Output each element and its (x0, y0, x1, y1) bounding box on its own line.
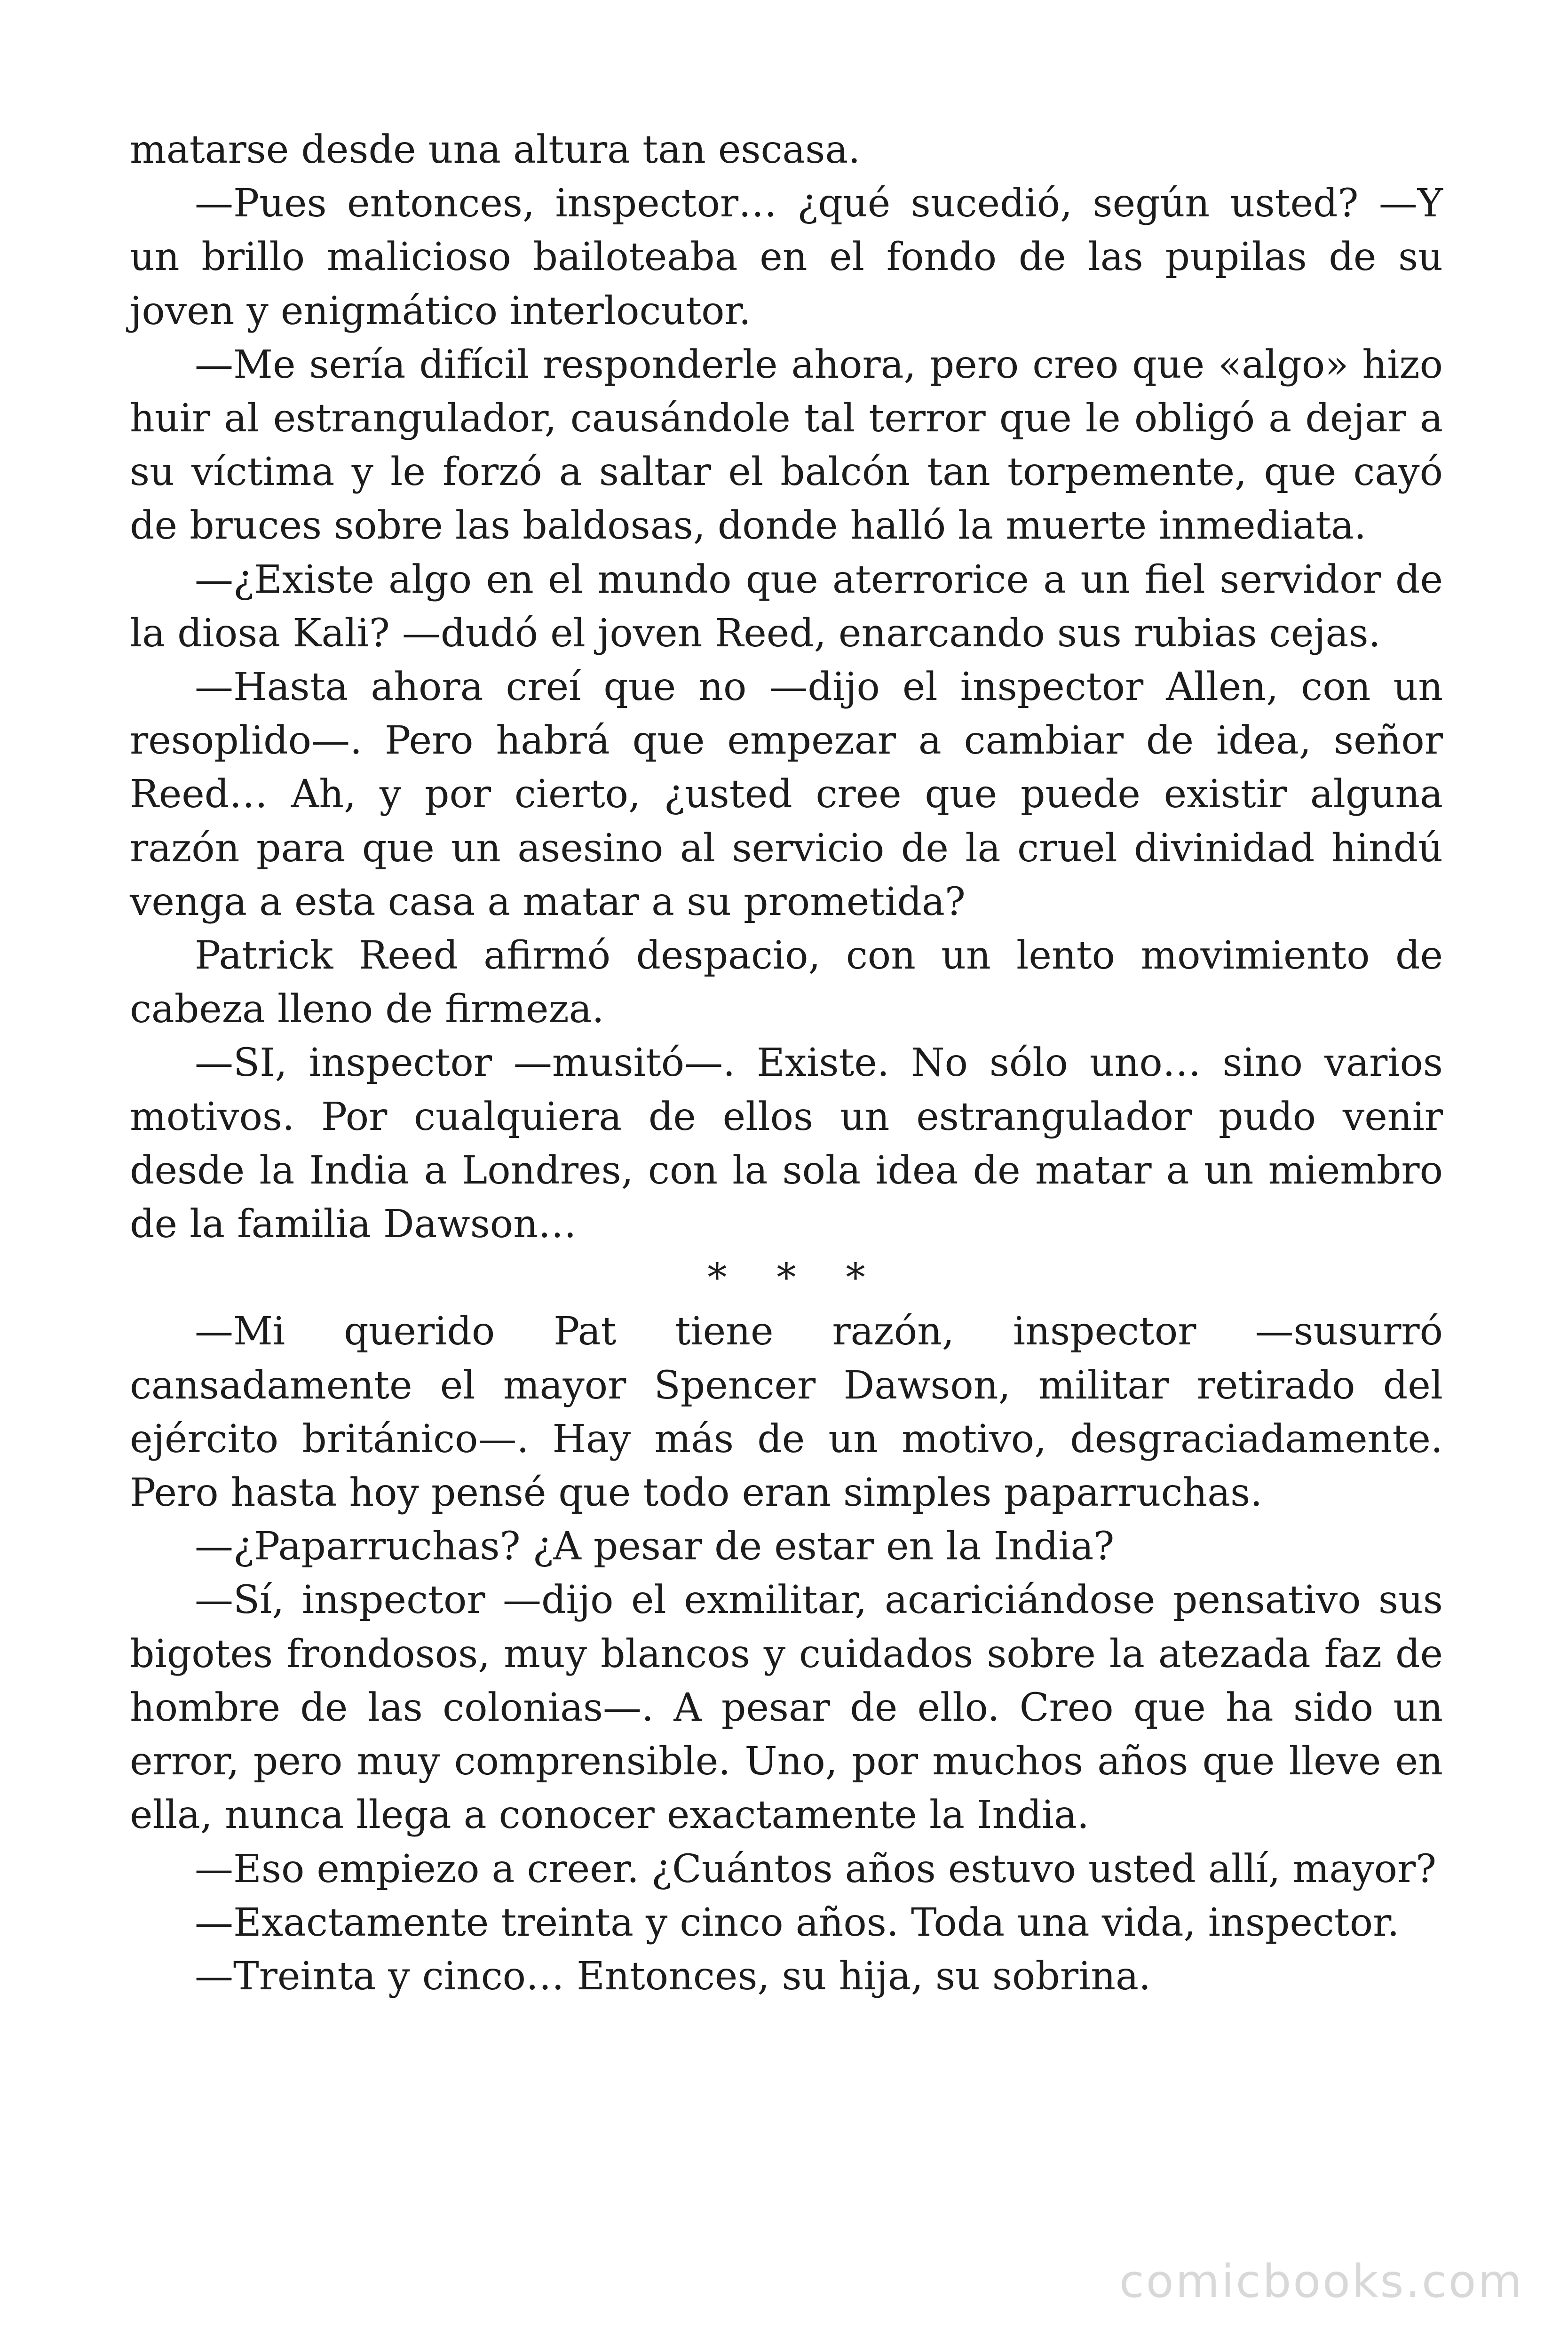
paragraph: —Pues entonces, inspector… ¿qué sucedió, según usted? —Y un brillo malicioso bailoteaba en el fondo de las pupilas de su joven y enigmático interlocutor. (130, 181, 1443, 334)
paragraph: —¿Existe algo en el mundo que aterrorice a un fiel servidor de la diosa Kali? —dudó el joven Reed, enarcando sus rubias cejas. (130, 557, 1443, 656)
paragraph: —Hasta ahora creí que no —dijo el inspector Allen, con un resoplido—. Pero habrá que empezar a cambiar de idea, señor Reed… Ah, y por cierto, ¿usted cree que puede existir alguna razón para que un asesino al servicio de la cruel divinidad hindú venga a esta casa a matar a su prometida? (130, 665, 1443, 924)
paragraph: —SI, inspector —musitó—. Existe. No sólo uno… sino varios motivos. Por cualquiera de ellos un estrangulador pudo venir desde la India a Londres, con la sola idea de matar a un miembro de la familia Dawson… (130, 1041, 1443, 1247)
paragraph: —Exactamente treinta y cinco años. Toda una vida, inspector. (195, 1900, 1400, 1945)
paragraph: —Treinta y cinco… Entonces, su hija, su sobrina. (195, 1954, 1151, 1999)
paragraph: —Mi querido Pat tiene razón, inspector —susurró cansadamente el mayor Spencer Dawson, militar retirado del ejército británico—. Hay más de un motivo, desgraciadamente. Pero hasta hoy pensé que todo eran simples paparruchas. (130, 1309, 1443, 1516)
paragraph: —Sí, inspector —dijo el exmilitar, acariciándose pensativo sus bigotes frondosos, muy blancos y cuidados sobre la atezada faz de hombre de las colonias—. A pesar de ello. Creo que ha sido un error, pero muy comprensible. Uno, por muchos años que lleve en ella, nunca llega a conocer exactamente la India. (130, 1578, 1443, 1838)
paragraph: —Eso empiezo a creer. ¿Cuántos años estuvo usted allí, mayor? (195, 1846, 1437, 1891)
paragraph: matarse desde una altura tan escasa. (130, 127, 861, 172)
paragraph: Patrick Reed afirmó despacio, con un lento movimiento de cabeza lleno de firmeza. (130, 933, 1443, 1032)
section-separator: * * * (707, 1255, 884, 1301)
paragraph: —Me sería difícil responderle ahora, pero creo que «algo» hizo huir al estrangulador, causándole tal terror que le obligó a dejar a su víctima y le forzó a saltar el balcón tan torpemente, que cayó de bruces sobre las baldosas, donde halló la muerte inmediata. (130, 342, 1443, 548)
paragraph: —¿Paparruchas? ¿A pesar de estar en la India? (195, 1524, 1115, 1569)
book-page-text (130, 123, 1443, 2003)
watermark: comicbooks.com (1119, 2255, 1524, 2308)
